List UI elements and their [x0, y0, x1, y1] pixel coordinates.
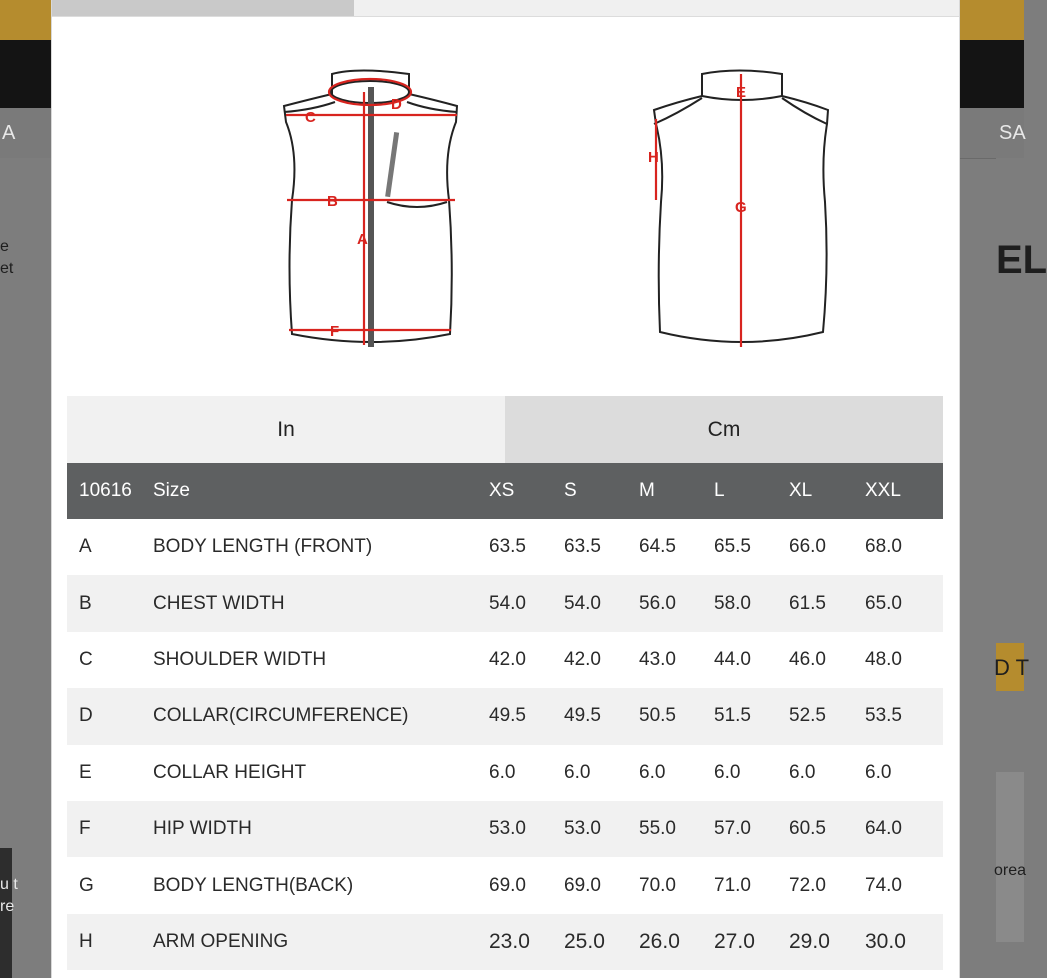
measurement-value: 74.0: [865, 857, 943, 913]
back-measure-lines: [656, 74, 741, 347]
measurement-code: C: [67, 632, 153, 688]
measurement-value: 69.0: [489, 857, 564, 913]
measure-label-e: E: [736, 84, 747, 101]
table-row: [67, 519, 943, 575]
measurement-label: HIP WIDTH: [153, 801, 489, 857]
measurement-label: COLLAR HEIGHT: [153, 745, 489, 801]
measurement-value: 60.5: [789, 801, 865, 857]
measure-label-d: D: [391, 96, 402, 113]
measurement-value: 25.0: [564, 914, 639, 970]
unit-tab-in[interactable]: In: [67, 396, 505, 463]
measurement-code: D: [67, 688, 153, 744]
measurement-value: 64.0: [865, 801, 943, 857]
zipper-icon: [368, 87, 374, 347]
background-text-fragment: D T: [994, 655, 1030, 680]
measurement-value: 63.5: [564, 519, 639, 575]
measurement-code: G: [67, 857, 153, 913]
modal-tab-strip: [52, 0, 959, 17]
measurement-label: BODY LENGTH(BACK): [153, 857, 489, 913]
measurement-value: 46.0: [789, 632, 865, 688]
measurement-value: 52.5: [789, 688, 865, 744]
unit-tab-cm[interactable]: Cm: [505, 396, 943, 463]
measurement-value: 43.0: [639, 632, 714, 688]
measurement-code: H: [67, 914, 153, 970]
measurement-value: 49.5: [564, 688, 639, 744]
header-size-xs: XS: [489, 463, 564, 519]
measurement-value: 65.0: [865, 575, 943, 631]
measurement-value: 64.5: [639, 519, 714, 575]
header-size-s: S: [564, 463, 639, 519]
measurement-value: 48.0: [865, 632, 943, 688]
measure-label-g: G: [735, 199, 747, 216]
measure-label-f: F: [330, 323, 340, 340]
measurement-value: 49.5: [489, 688, 564, 744]
measurement-value: 56.0: [639, 575, 714, 631]
measurement-value: 50.5: [639, 688, 714, 744]
header-size: Size: [153, 463, 489, 519]
table-row: [67, 914, 943, 970]
measurement-code: B: [67, 575, 153, 631]
measurement-label: COLLAR(CIRCUMFERENCE): [153, 688, 489, 744]
background-text-fragment: A: [2, 122, 16, 144]
measurement-value: 6.0: [564, 745, 639, 801]
background-light-panel: [994, 772, 1027, 942]
measurement-value: 69.0: [564, 857, 639, 913]
background-text-fragment: re: [0, 898, 15, 915]
measurement-value: 51.5: [714, 688, 789, 744]
measurement-value: 71.0: [714, 857, 789, 913]
measure-label-c: C: [305, 109, 316, 126]
measurement-label: BODY LENGTH (FRONT): [153, 519, 489, 575]
table-row: [67, 575, 943, 631]
table-row: [67, 632, 943, 688]
measure-label-h: H: [648, 149, 659, 166]
header-size-m: M: [639, 463, 714, 519]
measure-label-a: A: [357, 231, 368, 248]
measurement-label: ARM OPENING: [153, 914, 489, 970]
measurement-label: CHEST WIDTH: [153, 575, 489, 631]
measurement-value: 58.0: [714, 575, 789, 631]
measurement-value: 42.0: [489, 632, 564, 688]
measurement-value: 6.0: [639, 745, 714, 801]
background-text-fragment: e: [0, 238, 9, 255]
unit-toggle: [67, 396, 943, 463]
size-chart-table: [67, 463, 943, 970]
measurement-value: 44.0: [714, 632, 789, 688]
modal-tab-active[interactable]: [52, 0, 354, 16]
table-row: [67, 801, 943, 857]
background-text-fragment: EL: [996, 238, 1047, 282]
measurement-value: 30.0: [865, 914, 943, 970]
chest-pocket-icon: [385, 132, 399, 197]
measure-label-b: B: [327, 193, 338, 210]
measurement-value: 42.0: [564, 632, 639, 688]
measurement-value: 6.0: [489, 745, 564, 801]
measurement-value: 53.5: [865, 688, 943, 744]
measurement-value: 27.0: [714, 914, 789, 970]
measurement-value: 57.0: [714, 801, 789, 857]
measurement-value: 26.0: [639, 914, 714, 970]
measurement-value: 68.0: [865, 519, 943, 575]
measurement-value: 53.0: [489, 801, 564, 857]
measurement-label: SHOULDER WIDTH: [153, 632, 489, 688]
measurement-value: 63.5: [489, 519, 564, 575]
measurement-value: 54.0: [489, 575, 564, 631]
header-size-xl: XL: [789, 463, 865, 519]
background-text-fragment: et: [0, 260, 14, 277]
measurement-value: 23.0: [489, 914, 564, 970]
size-guide-modal: [51, 0, 960, 978]
measurement-value: 6.0: [789, 745, 865, 801]
measurement-value: 6.0: [865, 745, 943, 801]
header-size-l: L: [714, 463, 789, 519]
background-text-fragment: u t: [0, 876, 18, 893]
table-row: [67, 857, 943, 913]
table-header-row: [67, 463, 943, 519]
measurement-value: 55.0: [639, 801, 714, 857]
measurement-value: 6.0: [714, 745, 789, 801]
background-text-fragment: SA: [999, 122, 1026, 144]
measurement-value: 61.5: [789, 575, 865, 631]
vest-measurement-diagram: [217, 62, 797, 362]
table-row: [67, 745, 943, 801]
measurement-code: A: [67, 519, 153, 575]
background-text-fragment: orea: [994, 862, 1027, 879]
measurement-value: 54.0: [564, 575, 639, 631]
measurement-code: F: [67, 801, 153, 857]
table-row: [67, 688, 943, 744]
measurement-value: 70.0: [639, 857, 714, 913]
measurement-value: 53.0: [564, 801, 639, 857]
measurement-code: E: [67, 745, 153, 801]
measurement-value: 65.5: [714, 519, 789, 575]
measurement-value: 66.0: [789, 519, 865, 575]
measurement-value: 72.0: [789, 857, 865, 913]
measurement-value: 29.0: [789, 914, 865, 970]
header-size-xxl: XXL: [865, 463, 943, 519]
header-style-number: 10616: [67, 463, 153, 519]
